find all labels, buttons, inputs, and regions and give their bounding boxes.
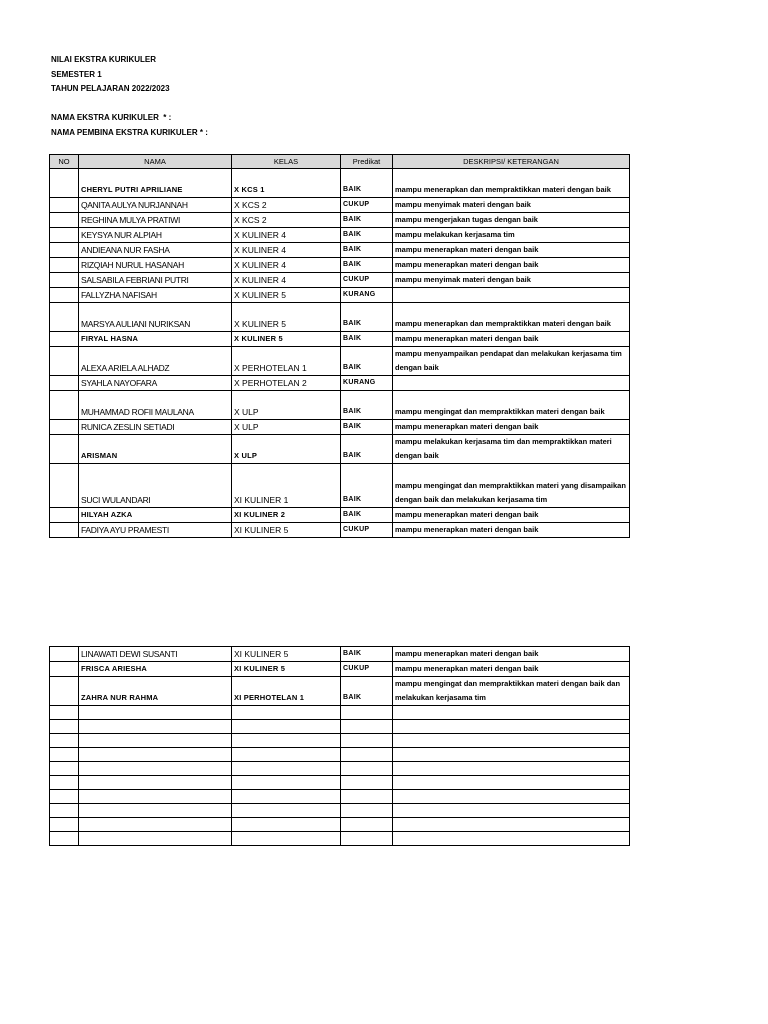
cell-kelas: XI KULINER 5 [232,523,341,538]
empty-cell [341,790,393,804]
cell-predikat: BAIK [341,435,393,464]
empty-cell [393,748,630,762]
pembina-name-label: NAMA PEMBINA EKSTRA KURIKULER * : [51,127,208,137]
cell-no [50,508,79,523]
table-row [50,243,630,258]
cell-deskripsi: mampu mengingat dan mempraktikkan materi yang disampaikan dengan baik dan melakukan kerjasama tim [393,464,630,508]
empty-cell [79,776,232,790]
empty-cell [50,720,79,734]
cell-predikat: BAIK [341,243,393,258]
document-title: NILAI EKSTRA KURIKULER [51,55,157,64]
cell-nama: ZAHRA NUR RAHMA [79,677,232,706]
empty-cell [50,790,79,804]
cell-predikat: CUKUP [341,273,393,288]
cell-kelas: XI KULINER 1 [232,464,341,508]
empty-row [50,748,630,762]
cell-kelas: X KCS 1 [232,169,341,198]
table-row [50,288,630,303]
cell-no [50,169,79,198]
cell-nama: FALLYZHA NAFISAH [79,288,232,303]
cell-deskripsi: mampu menerapkan materi dengan baik [393,258,630,273]
column-header-nama: NAMA [79,155,232,169]
cell-deskripsi: mampu menerapkan materi dengan baik [393,662,630,677]
cell-predikat: CUKUP [341,523,393,538]
cell-deskripsi: mampu menerapkan materi dengan baik [393,523,630,538]
empty-cell [232,776,341,790]
cell-kelas: X KULINER 5 [232,288,341,303]
table-row [50,303,630,332]
cell-deskripsi: mampu menerapkan dan mempraktikkan materi dengan baik [393,169,630,198]
empty-cell [79,804,232,818]
empty-cell [79,762,232,776]
cell-kelas: XI KULINER 5 [232,647,341,662]
cell-deskripsi: mampu melakukan kerjasama tim dan mempraktikkan materi dengan baik [393,435,630,464]
empty-cell [232,818,341,832]
cell-deskripsi: mampu mengingat dan mempraktikkan materi dengan baik dan melakukan kerjasama tim [393,677,630,706]
cell-no [50,523,79,538]
document-header [51,53,170,97]
cell-nama: REGHINA MULYA PRATIWI [79,213,232,228]
cell-deskripsi: mampu menyimak materi dengan baik [393,198,630,213]
cell-nama: CHERYL PUTRI APRILIANE [79,169,232,198]
cell-predikat: BAIK [341,464,393,508]
cell-kelas: XI PERHOTELAN 1 [232,677,341,706]
cell-deskripsi: mampu mengingat dan mempraktikkan materi dengan baik [393,391,630,420]
cell-no [50,677,79,706]
semester-label: SEMESTER 1 [51,69,102,79]
empty-cell [393,776,630,790]
cell-no [50,464,79,508]
cell-nama: SALSABILA FEBRIANI PUTRI [79,273,232,288]
empty-cell [341,776,393,790]
cell-kelas: X KULINER 5 [232,332,341,347]
cell-no [50,213,79,228]
cell-nama: ARISMAN [79,435,232,464]
cell-predikat: BAIK [341,391,393,420]
cell-deskripsi: mampu menerapkan materi dengan baik [393,508,630,523]
cell-predikat: KURANG [341,288,393,303]
cell-predikat: BAIK [341,508,393,523]
empty-cell [341,762,393,776]
cell-nama: SYAHLA NAYOFARA [79,376,232,391]
empty-cell [79,734,232,748]
empty-cell [341,832,393,846]
cell-predikat: BAIK [341,647,393,662]
empty-cell [50,832,79,846]
cell-predikat: BAIK [341,347,393,376]
cell-deskripsi [393,288,630,303]
cell-kelas: X KULINER 5 [232,303,341,332]
cell-nama: SUCI WULANDARI [79,464,232,508]
cell-no [50,332,79,347]
empty-cell [341,706,393,720]
table-row [50,391,630,420]
cell-no [50,273,79,288]
cell-nama: HILYAH AZKA [79,508,232,523]
cell-deskripsi: mampu mengerjakan tugas dengan baik [393,213,630,228]
empty-row [50,734,630,748]
cell-no [50,303,79,332]
empty-cell [232,832,341,846]
empty-cell [50,762,79,776]
cell-nama: FIRYAL HASNA [79,332,232,347]
empty-cell [393,762,630,776]
cell-no [50,647,79,662]
empty-cell [50,734,79,748]
cell-nama: QANITA AULYA NURJANNAH [79,198,232,213]
cell-no [50,198,79,213]
empty-cell [79,832,232,846]
cell-kelas: X ULP [232,435,341,464]
empty-row [50,804,630,818]
empty-cell [232,748,341,762]
empty-cell [341,720,393,734]
cell-predikat: BAIK [341,332,393,347]
table-row [50,464,630,508]
empty-cell [79,748,232,762]
cell-no [50,420,79,435]
cell-no [50,243,79,258]
empty-cell [393,720,630,734]
cell-no [50,376,79,391]
empty-row [50,776,630,790]
empty-cell [232,804,341,818]
empty-cell [232,762,341,776]
cell-predikat: CUKUP [341,662,393,677]
empty-cell [232,720,341,734]
empty-cell [341,748,393,762]
cell-no [50,435,79,464]
table-row [50,508,630,523]
cell-kelas: X KULINER 4 [232,258,341,273]
cell-nama: FADIYA AYU PRAMESTI [79,523,232,538]
table-row [50,198,630,213]
table-row [50,435,630,464]
empty-cell [50,748,79,762]
empty-cell [79,790,232,804]
cell-kelas: X KULINER 4 [232,273,341,288]
table-row [50,376,630,391]
cell-nama: FRISCA ARIESHA [79,662,232,677]
empty-cell [79,706,232,720]
table-row [50,273,630,288]
empty-row [50,790,630,804]
table-row [50,523,630,538]
empty-row [50,818,630,832]
ekskul-info [51,111,208,140]
cell-kelas: X ULP [232,391,341,420]
cell-kelas: X KULINER 4 [232,228,341,243]
cell-nama: ALEXA ARIELA ALHADZ [79,347,232,376]
cell-deskripsi: mampu menyimak materi dengan baik [393,273,630,288]
cell-predikat: BAIK [341,677,393,706]
cell-predikat: BAIK [341,213,393,228]
cell-nama: MUHAMMAD ROFII MAULANA [79,391,232,420]
empty-cell [50,776,79,790]
empty-cell [393,706,630,720]
cell-predikat: KURANG [341,376,393,391]
empty-cell [393,790,630,804]
cell-predikat: BAIK [341,258,393,273]
cell-kelas: XI KULINER 2 [232,508,341,523]
empty-cell [232,706,341,720]
cell-nama: LINAWATI DEWI SUSANTI [79,647,232,662]
cell-no [50,258,79,273]
grades-table-continued [49,646,630,846]
cell-deskripsi [393,376,630,391]
column-header-deskripsi: DESKRIPSI/ KETERANGAN [393,155,630,169]
empty-cell [79,720,232,734]
cell-nama: RUNICA ZESLIN SETIADI [79,420,232,435]
cell-nama: KEYSYA NUR ALPIAH [79,228,232,243]
empty-row [50,762,630,776]
empty-row [50,706,630,720]
table-row [50,169,630,198]
table-row [50,420,630,435]
table-row [50,647,630,662]
cell-predikat: CUKUP [341,198,393,213]
academic-year-label: TAHUN PELAJARAN 2022/2023 [51,84,170,94]
empty-cell [341,818,393,832]
cell-kelas: X ULP [232,420,341,435]
empty-row [50,832,630,846]
cell-deskripsi: mampu menerapkan materi dengan baik [393,243,630,258]
cell-nama: RIZQIAH NURUL HASANAH [79,258,232,273]
cell-predikat: BAIK [341,420,393,435]
empty-cell [341,804,393,818]
column-header-kelas: KELAS [232,155,341,169]
table-row [50,662,630,677]
empty-cell [341,734,393,748]
cell-no [50,662,79,677]
cell-deskripsi: mampu menerapkan dan mempraktikkan materi dengan baik [393,303,630,332]
table-row [50,258,630,273]
cell-deskripsi: mampu menerapkan materi dengan baik [393,332,630,347]
table-row [50,347,630,376]
cell-deskripsi: mampu menerapkan materi dengan baik [393,420,630,435]
empty-cell [232,790,341,804]
cell-deskripsi: mampu menyampaikan pendapat dan melakukan kerjasama tim dengan baik [393,347,630,376]
cell-no [50,228,79,243]
table-row [50,677,630,706]
empty-cell [232,734,341,748]
cell-no [50,347,79,376]
column-header-predikat: Predikat [341,155,393,169]
table-row [50,213,630,228]
cell-predikat: BAIK [341,303,393,332]
empty-cell [79,818,232,832]
empty-cell [393,818,630,832]
cell-kelas: X KCS 2 [232,213,341,228]
cell-kelas: XI KULINER 5 [232,662,341,677]
grades-table [49,154,630,538]
empty-cell [50,818,79,832]
cell-kelas: X KULINER 4 [232,243,341,258]
empty-cell [393,734,630,748]
cell-kelas: X KCS 2 [232,198,341,213]
cell-nama: ANDIEANA NUR FASHA [79,243,232,258]
empty-cell [50,804,79,818]
empty-row [50,720,630,734]
empty-cell [50,706,79,720]
cell-nama: MARSYA AULIANI NURIKSAN [79,303,232,332]
cell-predikat: BAIK [341,228,393,243]
cell-predikat: BAIK [341,169,393,198]
ekskul-name-label: NAMA EKSTRA KURIKULER * : [51,113,172,122]
cell-deskripsi: mampu melakukan kerjasama tim [393,228,630,243]
table-header-row [50,155,630,169]
table-row [50,332,630,347]
cell-deskripsi: mampu menerapkan materi dengan baik [393,647,630,662]
cell-kelas: X PERHOTELAN 2 [232,376,341,391]
cell-no [50,288,79,303]
column-header-no: NO [50,155,79,169]
empty-cell [393,804,630,818]
empty-cell [393,832,630,846]
cell-kelas: X PERHOTELAN 1 [232,347,341,376]
cell-no [50,391,79,420]
table-row [50,228,630,243]
